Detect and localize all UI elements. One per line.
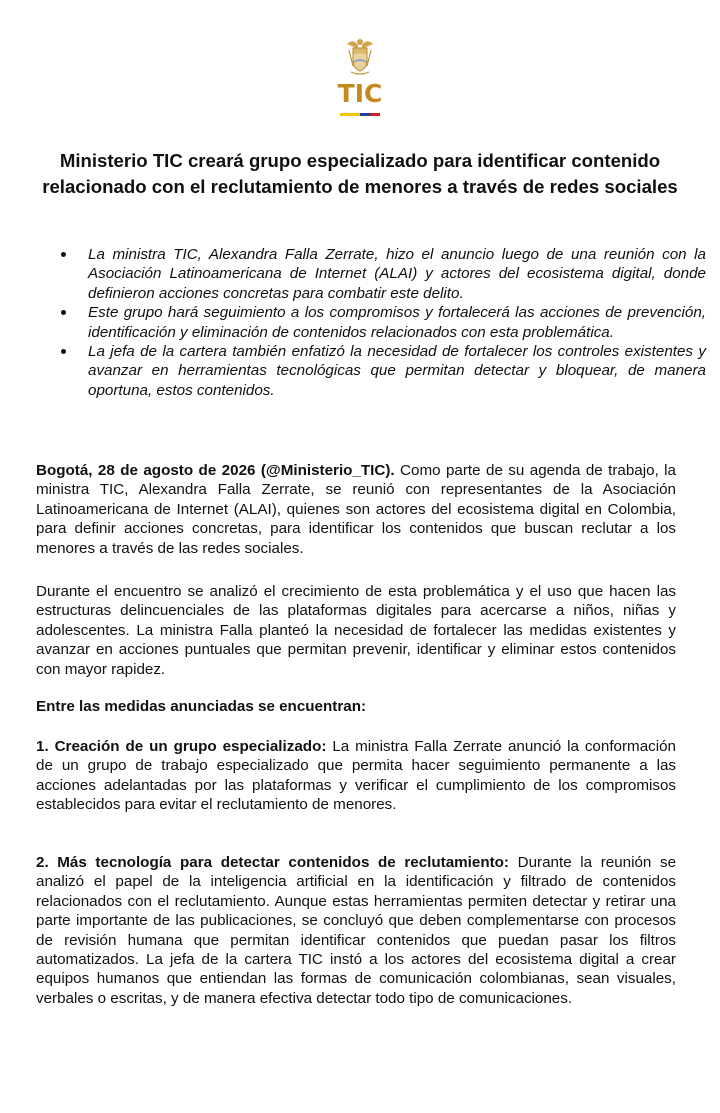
measure-2-text: Durante la reunión se analizó el papel de la inteligencia artificial en la identificación y filtrado de contenidos relacionados con el reclutamiento. Aunque estas herramientas permiten detectar y retirar una parte importante de las publicaciones, se concluyó que deben complementarse con procesos de revisión humana que permitan identificar contenidos que puedan pasar los filtros automatizados. La jefa de la cartera TIC instó a los actores del ecosistema digital a crear equipos humanos que entiendan las formas de comunicación colombianas, sean visuales, verbales o escritas, y de manera efectiva detectar todo tipo de comunicaciones. xyxy=(36,854,677,1007)
summary-bullet xyxy=(88,245,706,303)
colombia-flag-stripe xyxy=(340,113,380,116)
summary-bullet xyxy=(88,303,706,342)
measure-2-lead: 2. Más tecnología para detectar contenidos de reclutamiento: xyxy=(36,854,509,871)
measure-1-paragraph xyxy=(36,737,676,815)
context-paragraph: Durante el encuentro se analizó el crecimiento de esta problemática y el uso que hacen las estructuras delincuenciales de las plataformas digitales para acercarse a niños, niñas y adolescentes. La ministra Falla planteó la necesidad de fortalecer las medidas existentes y avanzar en acciones puntuales que permitan prevenir, identificar y eliminar estos contenidos con mayor rapidez. xyxy=(36,583,676,678)
summary-bullet-list xyxy=(60,245,706,400)
measures-heading: Entre las medidas anunciadas se encuentran: xyxy=(36,698,367,715)
flag-yellow xyxy=(340,113,360,116)
ministry-logo xyxy=(320,36,400,116)
bullet-dot-icon xyxy=(61,349,66,354)
flag-red xyxy=(370,113,380,116)
logo-wordmark: TIC xyxy=(337,79,383,108)
measure-2-paragraph xyxy=(36,853,676,1008)
coat-of-arms-icon xyxy=(345,36,375,76)
summary-bullet-text: La ministra TIC, Alexandra Falla Zerrate, hizo el anuncio luego de una reunión con la Asociación Latinoamericana de Internet (ALAI) y actores del ecosistema digital, donde definieron acciones concretas para combatir este delito. xyxy=(88,246,706,302)
flag-blue xyxy=(360,113,370,116)
summary-bullet-text: Este grupo hará seguimiento a los compromisos y fortalecerá las acciones de prevención, identificación y eliminación de contenidos relacionados con esta problemática. xyxy=(88,304,706,341)
bullet-dot-icon xyxy=(61,310,66,315)
measure-1-text: La ministra Falla Zerrate anunció la conformación de un grupo de trabajo especializado que permita hacer seguimiento permanente a las acciones adelantadas por las plataformas y verificar el cumplimiento de los compromisos establecidos para evitar el reclutamiento de menores. xyxy=(36,738,677,814)
press-release-title: Ministerio TIC creará grupo especializado para identificar contenido relacionado con el reclutamiento de menores a través de redes sociales xyxy=(42,150,678,197)
summary-bullet-text: La jefa de la cartera también enfatizó la necesidad de fortalecer los controles existentes y avanzar en herramientas tecnológicas que permitan detectar y bloquear, de manera oportuna, estos contenidos. xyxy=(88,343,706,399)
summary-bullet xyxy=(88,342,706,400)
bullet-dot-icon xyxy=(61,252,66,257)
dateline: Bogotá, 28 de agosto de 2026 (@Ministerio_TIC). xyxy=(36,462,395,479)
intro-text: Como parte de su agenda de trabajo, la ministra TIC, Alexandra Falla Zerrate, se reunió con representantes de la Asociación Latinoamericana de Internet (ALAI), quienes son actores del ecosistema digital en Colombia, para definir acciones concretas, para identificar los contenidos que buscan reclutar a los menores a través de las redes sociales. xyxy=(36,462,677,557)
measure-1-lead: 1. Creación de un grupo especializado: xyxy=(36,738,327,755)
intro-paragraph xyxy=(36,461,676,558)
